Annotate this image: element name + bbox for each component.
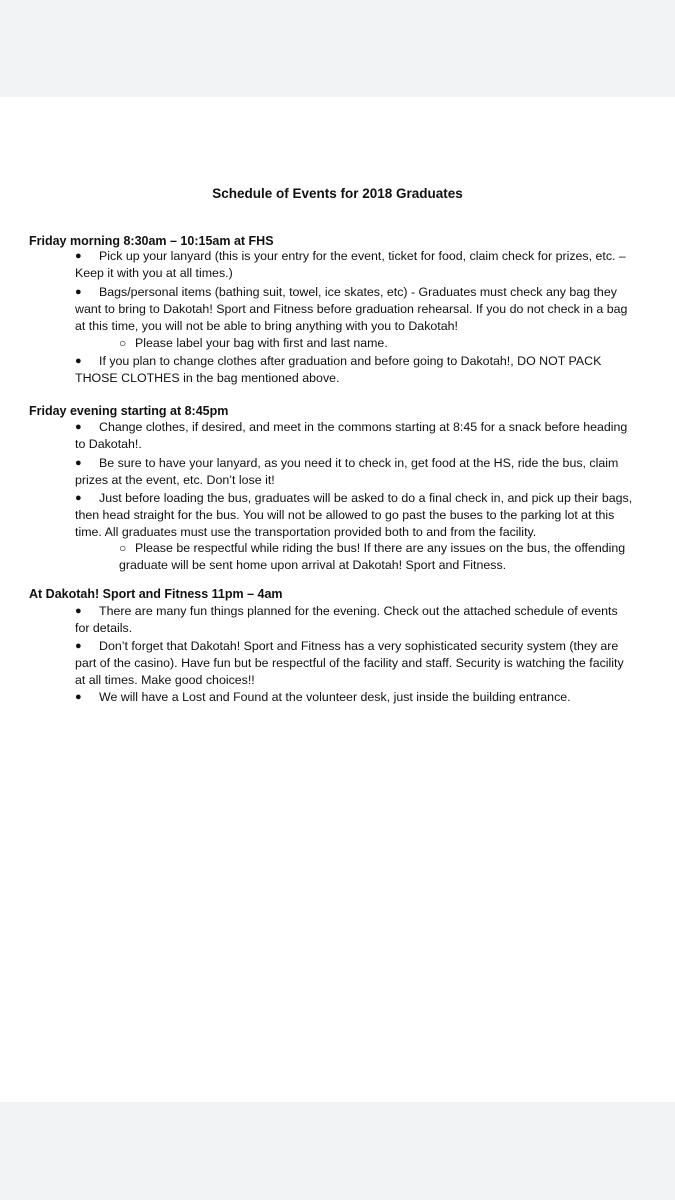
list-item: ● Be sure to have your lanyard, as you need it to check in, get food at the HS, ride the bus, claim prizes at the event, etc. Don’t lose it! — [75, 456, 619, 488]
list-item: ● There are many fun things planned for the evening. Check out the attached schedule of events for details. — [75, 604, 618, 636]
section-heading-dakotah: At Dakotah! Sport and Fitness 11pm – 4am — [29, 587, 283, 601]
bullet-icon: ● — [75, 457, 82, 469]
sub-list-item: ○ Please be respectful while riding the bus! If there are any issues on the bus, the offending graduate will be sent home upon arrival at Dakotah! Sport and Fitness. — [119, 541, 626, 573]
list-item: ● Don’t forget that Dakotah! Sport and Fitness has a very sophisticated security system (they are part of the casino). Have fun but be respectful of the facility and staff. Security is watching the facility at all times. Make good choices!! — [75, 639, 624, 688]
document-page — [0, 97, 675, 1102]
bullet-icon: ● — [75, 421, 82, 433]
list-item: ● Change clothes, if desired, and meet in the commons starting at 8:45 for a snack before heading to Dakotah!. — [75, 420, 628, 452]
sub-list-item: ○ Please label your bag with first and last name. — [119, 335, 639, 352]
bullet-icon: ● — [75, 691, 82, 703]
list-item: ● We will have a Lost and Found at the volunteer desk, just inside the building entrance. — [75, 689, 635, 706]
list-item: ● Just before loading the bus, graduates will be asked to do a final check in, and pick up their bags, then head straight for the bus. You will not be allowed to go past the buses to the parking lot at this time. All graduates must use the transportation provided both to and from the facility. — [75, 491, 633, 540]
bullet-icon: ● — [75, 640, 82, 652]
list-item: ● If you plan to change clothes after graduation and before going to Dakotah!, DO NOT PACK THOSE CLOTHES in the bag mentioned above. — [75, 354, 602, 386]
document-title: Schedule of Events for 2018 Graduates — [212, 186, 463, 201]
bullet-icon: ● — [75, 605, 82, 617]
section-heading-friday-evening: Friday evening starting at 8:45pm — [29, 404, 229, 418]
bullet-icon: ● — [75, 355, 82, 367]
list-item: ● Pick up your lanyard (this is your entry for the event, ticket for food, claim check for prizes, etc. – Keep it with you at all times.) — [75, 249, 626, 281]
bullet-icon: ● — [75, 492, 82, 504]
circle-bullet-icon: ○ — [119, 336, 127, 350]
bullet-icon: ● — [75, 250, 82, 262]
circle-bullet-icon: ○ — [119, 541, 127, 555]
bullet-icon: ● — [75, 286, 82, 298]
section-heading-friday-morning: Friday morning 8:30am – 10:15am at FHS — [29, 234, 274, 248]
list-item: ● Bags/personal items (bathing suit, towel, ice skates, etc) - Graduates must check any bag they want to bring to Dakotah! Sport and Fitness before graduation rehearsal. If you do not check in a bag at this time, you will not be able to bring anything with you to Dakotah! — [75, 285, 628, 334]
